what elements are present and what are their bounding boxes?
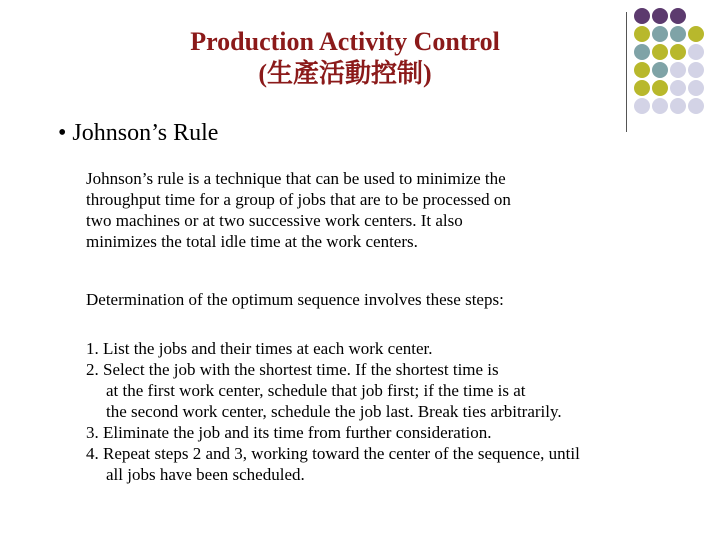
- decorative-dot: [634, 26, 650, 42]
- step-line: all jobs have been scheduled.: [106, 465, 305, 484]
- decorative-dot: [634, 80, 650, 96]
- decorative-vertical-line: [626, 12, 627, 132]
- decorative-dot: [634, 8, 650, 24]
- title-line-1: Production Activity Control: [190, 27, 500, 56]
- title-line-2: (生產活動控制): [258, 59, 432, 88]
- intro-line: two machines or at two successive work centers. It also: [86, 211, 463, 230]
- step-line: 4. Repeat steps 2 and 3, working toward the center of the sequence, until: [86, 444, 580, 463]
- decorative-dot: [652, 80, 668, 96]
- decorative-dot: [688, 26, 704, 42]
- bullet-heading: • Johnson’s Rule: [58, 120, 219, 146]
- decorative-dot: [670, 62, 686, 78]
- intro-paragraph: [86, 168, 511, 252]
- step-line: 1. List the jobs and their times at each work center.: [86, 339, 433, 358]
- intro-line: minimizes the total idle time at the work centers.: [86, 232, 418, 251]
- decorative-dot: [652, 8, 668, 24]
- decorative-dot: [634, 44, 650, 60]
- decorative-dot: [634, 62, 650, 78]
- decorative-dot: [670, 44, 686, 60]
- steps-list: [86, 338, 580, 485]
- decorative-dot: [652, 62, 668, 78]
- decorative-dot: [688, 44, 704, 60]
- step-line: the second work center, schedule the job last. Break ties arbitrarily.: [106, 402, 562, 421]
- step-line: 2. Select the job with the shortest time. If the shortest time is: [86, 360, 499, 379]
- decorative-dot: [670, 98, 686, 114]
- decorative-dot: [652, 98, 668, 114]
- decorative-dot: [670, 8, 686, 24]
- decorative-dot: [688, 98, 704, 114]
- intro-line: Johnson’s rule is a technique that can be used to minimize the: [86, 169, 506, 188]
- decorative-dot: [688, 62, 704, 78]
- decorative-dot: [688, 80, 704, 96]
- determination-line: Determination of the optimum sequence involves these steps:: [86, 290, 504, 309]
- step-line: 3. Eliminate the job and its time from further consideration.: [86, 423, 492, 442]
- decorative-dot-grid: [634, 8, 720, 118]
- decorative-dot: [670, 80, 686, 96]
- step-line: at the first work center, schedule that job first; if the time is at: [106, 381, 526, 400]
- decorative-dot: [670, 26, 686, 42]
- slide-title: [130, 26, 560, 90]
- intro-line: throughput time for a group of jobs that are to be processed on: [86, 190, 511, 209]
- decorative-dot: [634, 98, 650, 114]
- decorative-dot: [652, 26, 668, 42]
- decorative-dot: [652, 44, 668, 60]
- determination-paragraph: [86, 289, 504, 310]
